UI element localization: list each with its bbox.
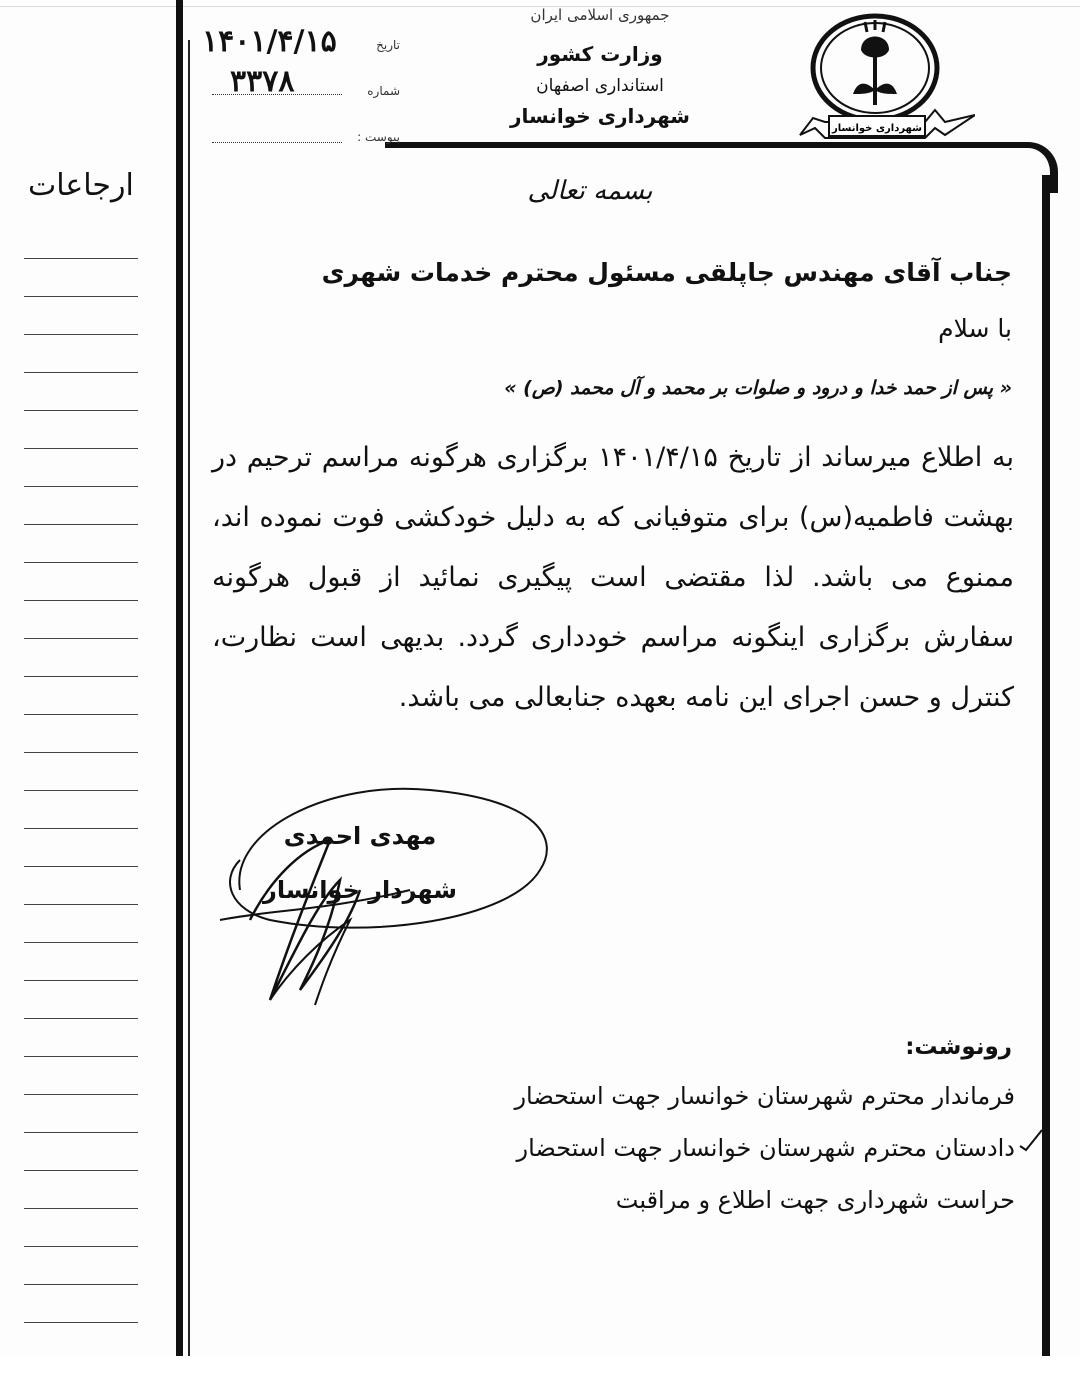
bismillah: بسمه تعالی — [527, 176, 653, 206]
signatory-name: مهدی احمدی — [283, 822, 437, 850]
republic-title: جمهوری اسلامی ایران — [530, 6, 670, 24]
margin-line — [24, 752, 138, 753]
margin-line — [24, 1208, 138, 1209]
scan-bottom-edge — [0, 1356, 1080, 1390]
margin-line — [24, 1094, 138, 1095]
header-rule — [385, 142, 1017, 148]
margin-line — [24, 524, 138, 525]
attachment-label: پیوست : — [357, 130, 400, 144]
letterhead — [480, 6, 720, 128]
preamble: « پس از حمد خدا و درود و صلوات بر محمد و آل محمد (ص) » — [504, 377, 1012, 399]
margin-referrals-title: ارجاعات — [28, 168, 134, 203]
greeting: با سلام — [938, 314, 1012, 343]
margin-line — [24, 638, 138, 639]
date-number-block — [200, 22, 400, 142]
margin-line — [24, 980, 138, 981]
margin-line — [24, 1284, 138, 1285]
check-mark-icon — [1016, 1124, 1046, 1154]
date-value: ۱۴۰۱/۴/۱۵ — [202, 24, 337, 59]
page-border-left-inner — [188, 40, 190, 1356]
page-border-right — [1042, 175, 1050, 1356]
margin-line — [24, 258, 138, 259]
number-underline — [212, 94, 342, 96]
number-value: ۳۳۷۸ — [230, 64, 295, 99]
margin-line — [24, 562, 138, 563]
ministry-title: وزارت کشور — [537, 42, 663, 66]
municipality-logo — [795, 10, 975, 140]
cc-list — [460, 1074, 1015, 1230]
margin-line — [24, 410, 138, 411]
margin-line — [24, 676, 138, 677]
margin-line — [24, 448, 138, 449]
margin-line — [24, 600, 138, 601]
margin-line — [24, 866, 138, 867]
margin-line — [24, 904, 138, 905]
margin-line — [24, 296, 138, 297]
cc-item: دادستان محترم شهرستان خوانسار جهت استحضار — [516, 1134, 1015, 1162]
margin-line — [24, 714, 138, 715]
attachment-underline — [212, 142, 342, 144]
margin-line — [24, 1132, 138, 1133]
margin-line — [24, 1246, 138, 1247]
margin-referral-lines — [24, 258, 138, 1360]
cc-item: حراست شهرداری جهت اطلاع و مراقبت — [615, 1186, 1015, 1214]
frame-corner — [1005, 142, 1058, 193]
margin-line — [24, 372, 138, 373]
date-label: تاریخ — [376, 38, 400, 52]
margin-line — [24, 1018, 138, 1019]
letter-body: به اطلاع میرساند از تاریخ ۱۴۰۱/۴/۱۵ برگزاری هرگونه مراسم ترحیم در بهشت فاطمیه(س) برای متوفیانی که به دلیل خودکشی فوت نموده اند، ممنوع می باشد. لذا مقتضی است پیگیری نمائید از قبول هرگونه سفارش برگزاری اینگونه مراسم خودداری گردد. بدیهی است نظارت، کنترل و حسن اجرای این نامه بعهده جنابعالی می باشد. — [212, 442, 1014, 713]
cc-item: فرماندار محترم شهرستان خوانسار جهت استحضار — [514, 1082, 1015, 1110]
margin-line — [24, 942, 138, 943]
margin-line — [24, 1322, 138, 1323]
margin-line — [24, 1170, 138, 1171]
municipality-title: شهرداری خوانسار — [510, 104, 690, 128]
governorate-title: استانداری اصفهان — [536, 76, 664, 96]
margin-line — [24, 334, 138, 335]
addressee-line: جناب آقای مهندس جاپلقی مسئول محترم خدمات شهری — [321, 258, 1012, 287]
logo-caption: شهرداری خوانسار — [832, 123, 922, 134]
margin-line — [24, 790, 138, 791]
cc-heading: رونوشت: — [905, 1034, 1012, 1060]
margin-line — [24, 1056, 138, 1057]
number-label: شماره — [367, 84, 400, 98]
flower-emblem-icon — [795, 10, 975, 140]
page-border-left — [176, 0, 183, 1356]
margin-line — [24, 828, 138, 829]
margin-line — [24, 486, 138, 487]
signatory-title: شهردار خوانسار — [263, 876, 457, 904]
